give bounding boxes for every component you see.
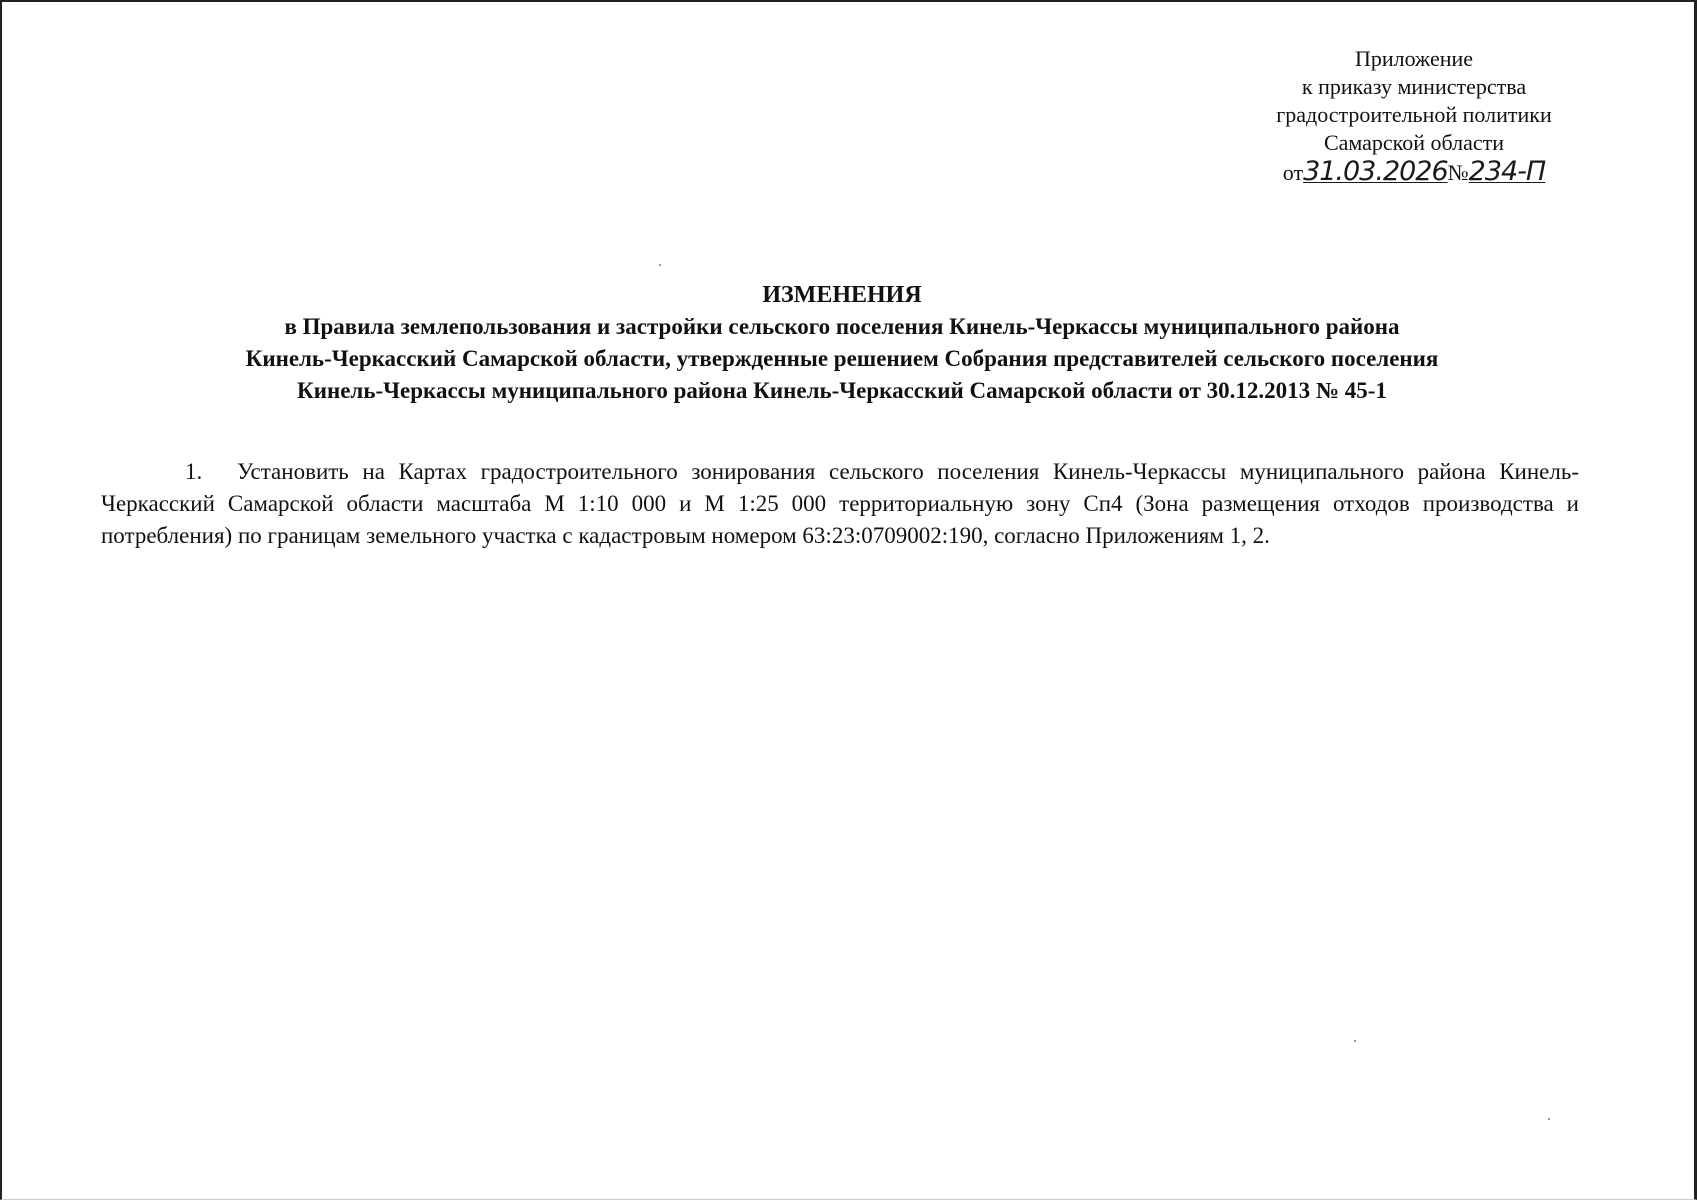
document-title [92,279,1592,407]
body-paragraph-1 [101,456,1579,552]
handwritten-date: 31.03.2026 [1303,156,1448,187]
title-line-2: Кинель-Черкасский Самарской области, утвержденные решением Собрания представителей сельского поселения [245,346,1439,371]
number-prefix: № [1447,160,1469,185]
scan-speck [659,264,661,266]
appendix-line-2: к приказу министерства [1301,74,1527,99]
scan-speck [1548,1118,1550,1120]
date-prefix: от [1282,160,1304,185]
appendix-block [1264,45,1564,188]
appendix-date-number-line [1264,157,1564,188]
appendix-line-1: Приложение [1354,46,1474,71]
title-line-1: в Правила землепользования и застройки сельского поселения Кинель-Черкассы муниципального района [284,314,1400,339]
scan-speck [1354,1040,1356,1042]
appendix-line-4: Самарской области [1323,130,1505,155]
paragraph-number: 1. [185,459,203,484]
appendix-line-3: градостроительной политики [1276,102,1552,127]
handwritten-number: 234-П [1468,156,1546,187]
title-heading: ИЗМЕНЕНИЯ [762,282,922,308]
paragraph-text: Установить на Картах градостроительного зонирования сельского поселения Кинель-Черкассы муниципального района Кинель-Черкасский Самарской области масштаба М 1:10 000 и М 1:25 000 территориальную зону Сп4 (Зона размещения отходов производства и потребления) по границам земельного участка с кадастровым номером 63:23:0709002:190, согласно Приложениям 1, 2. [101,459,1579,548]
title-line-3: Кинель-Черкассы муниципального района Кинель-Черкасский Самарской области от 30.12.2013 № 45-1 [297,378,1387,403]
